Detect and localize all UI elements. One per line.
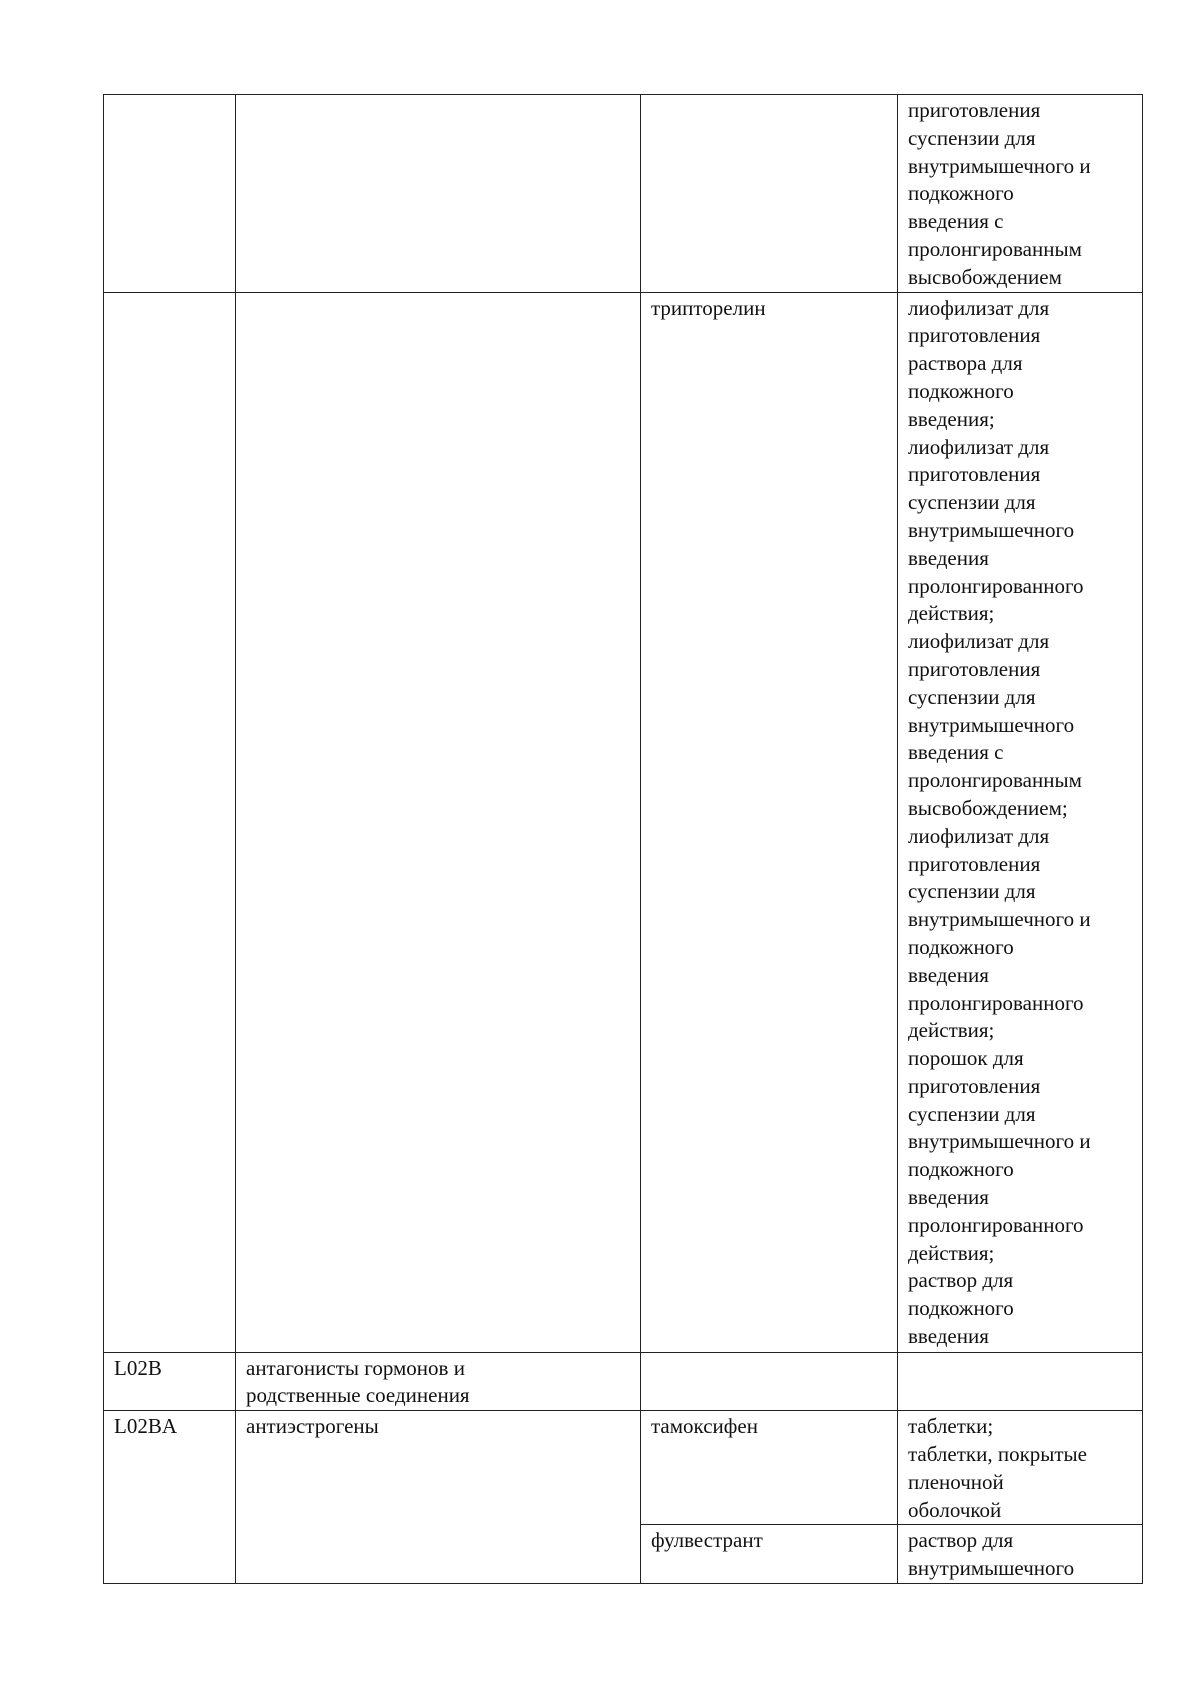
atc-code-cell: L02B	[104, 1352, 236, 1411]
drug-table	[103, 94, 1143, 1584]
drug-name-cell: тамоксифен	[641, 1411, 898, 1525]
dosage-form-cell: лиофилизат для приготовления раствора для подкожного введения; лиофилизат для приготовления суспензии для внутримышечного введения пролонгированного действия; лиофилизат для приготовления суспензии для внутримышечного введения с пролонгированным высвобождением; лиофилизат для приготовления суспензии для внутримышечного и подкожного введения пролонгированного действия; порошок для приготовления суспензии для внутримышечного и подкожного введения пролонгированного действия; раствор для подкожного введения	[898, 292, 1143, 1352]
group-cell	[236, 292, 641, 1352]
atc-code-cell: L02BA	[104, 1411, 236, 1584]
group-cell: антиэстрогены	[236, 1411, 641, 1584]
drug-name-cell	[641, 95, 898, 293]
group-cell	[236, 95, 641, 293]
atc-code-cell	[104, 95, 236, 293]
atc-code-cell	[104, 292, 236, 1352]
dosage-form-cell: раствор для внутримышечного	[898, 1525, 1143, 1584]
dosage-form-cell: таблетки; таблетки, покрытые пленочной оболочкой	[898, 1411, 1143, 1525]
table-row	[104, 292, 1143, 1352]
dosage-form-cell: приготовления суспензии для внутримышечного и подкожного введения с пролонгированным высвобождением	[898, 95, 1143, 293]
table-row	[104, 1352, 1143, 1411]
table-row	[104, 1411, 1143, 1525]
dosage-form-cell	[898, 1352, 1143, 1411]
group-cell: антагонисты гормонов и родственные соединения	[236, 1352, 641, 1411]
drug-name-cell: трипторелин	[641, 292, 898, 1352]
drug-name-cell: фулвестрант	[641, 1525, 898, 1584]
drug-name-cell	[641, 1352, 898, 1411]
table-row	[104, 95, 1143, 293]
